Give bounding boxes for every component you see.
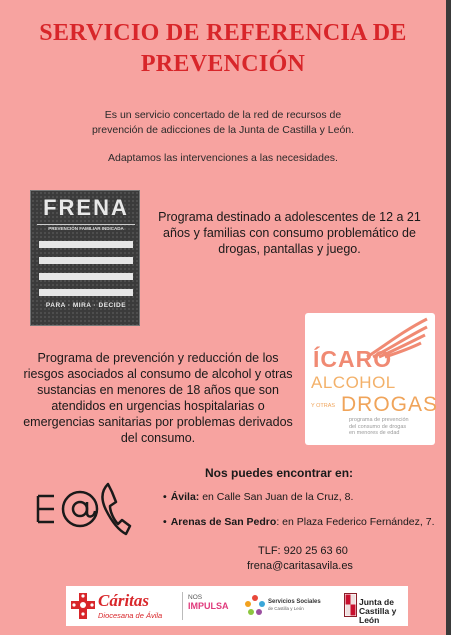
icaro-desc-line: programa de prevención xyxy=(349,417,409,423)
caritas-subtitle: Diocesana de Ávila xyxy=(98,611,163,620)
jcyl-line: Castilla y León xyxy=(359,606,397,625)
bullet: • xyxy=(163,516,167,528)
icaro-logo-name: ÍCARO xyxy=(313,346,393,372)
location-address: en Calle San Juan de la Cruz, 8. xyxy=(199,491,354,503)
icaro-text-line: emergencias sanitarias por problemas derivados xyxy=(23,415,293,429)
sponsor-logos xyxy=(66,586,408,626)
frena-logo-title: FRENA xyxy=(43,195,129,220)
frena-logo-footer: PARA · MIRA · DECIDE xyxy=(45,302,127,309)
icaro-text-line: riesgos asociados al consumo de alcohol y otras xyxy=(23,367,293,381)
frena-logo xyxy=(30,190,140,326)
page-title xyxy=(0,18,446,80)
frena-logo-subtitle: PREVENCIÓN FAMILIAR INDICADA xyxy=(37,224,135,231)
frena-description xyxy=(152,209,427,257)
email-phone-icon xyxy=(36,480,132,538)
jcyl-line: Junta de xyxy=(359,597,394,607)
intro-line-2: prevención de adicciones de la Junta de Castilla y León. xyxy=(91,124,355,136)
intro-paragraph xyxy=(40,108,406,138)
frena-text-line: Programa destinado a adolescentes de 12 a 21 xyxy=(158,210,421,224)
servicios-sociales-icon xyxy=(244,594,266,618)
icaro-text-line: atendidos en urgencias hospitalarias o xyxy=(51,399,265,413)
frena-stripe xyxy=(39,289,133,296)
frena-text-line: drogas, pantallas y juego. xyxy=(218,242,361,256)
frena-stripe xyxy=(39,241,133,248)
icaro-text-line: sustancias en menores de 18 años que son xyxy=(37,383,279,397)
icaro-logo-otras: Y OTRAS xyxy=(311,403,336,409)
location-name: Ávila: xyxy=(170,491,200,503)
junta-castilla-leon-logo xyxy=(359,598,408,625)
phone-number[interactable]: TLF: 920 25 63 60 xyxy=(258,545,348,557)
frena-stripe xyxy=(39,273,133,280)
location-name: Arenas de San Pedro xyxy=(170,516,277,528)
icaro-desc-line: en menores de edad xyxy=(349,430,400,436)
icaro-logo-desc xyxy=(349,417,429,437)
icaro-desc-line: del consumo de drogas xyxy=(349,423,407,430)
bullet: • xyxy=(163,491,167,503)
intro-adapt: Adaptamos las intervenciones a las necesidades. xyxy=(108,152,338,164)
icaro-text-line: Programa de prevención y reducción de los xyxy=(37,351,279,365)
location-arenas xyxy=(163,516,434,528)
logo-divider xyxy=(182,592,183,620)
frena-stripe xyxy=(39,257,133,264)
intro-line-1: Es un servicio concertado de la red de recursos de xyxy=(104,109,342,121)
caritas-cross-icon xyxy=(70,592,96,620)
frena-text-line: años y familias con consumo problemático de xyxy=(163,226,416,240)
icaro-logo-drogas: DROGAS xyxy=(341,393,439,416)
location-address: : en Plaza Federico Fernández, 7. xyxy=(276,516,435,528)
location-avila xyxy=(163,491,353,503)
servicios-sociales-subtitle: de Castilla y León xyxy=(268,606,304,611)
email-address[interactable]: frena@caritasavila.es xyxy=(247,560,353,572)
contact-heading: Nos puedes encontrar en: xyxy=(205,466,354,480)
caritas-name: Cáritas xyxy=(98,591,150,610)
icaro-logo-alcohol: ALCOHOL xyxy=(311,373,396,392)
title-line-2: PREVENCIÓN xyxy=(140,51,306,77)
servicios-sociales-title: Servicios Sociales xyxy=(268,599,321,605)
impulsa-label: IMPULSA xyxy=(188,601,229,611)
icaro-logo xyxy=(305,313,439,445)
title-line-1: SERVICIO DE REFERENCIA DE xyxy=(39,20,407,46)
nos-label: NOS xyxy=(188,594,203,601)
icaro-text-line: del consumo. xyxy=(120,431,196,445)
icaro-description xyxy=(18,350,298,446)
castilla-leon-shield-icon xyxy=(344,593,357,617)
